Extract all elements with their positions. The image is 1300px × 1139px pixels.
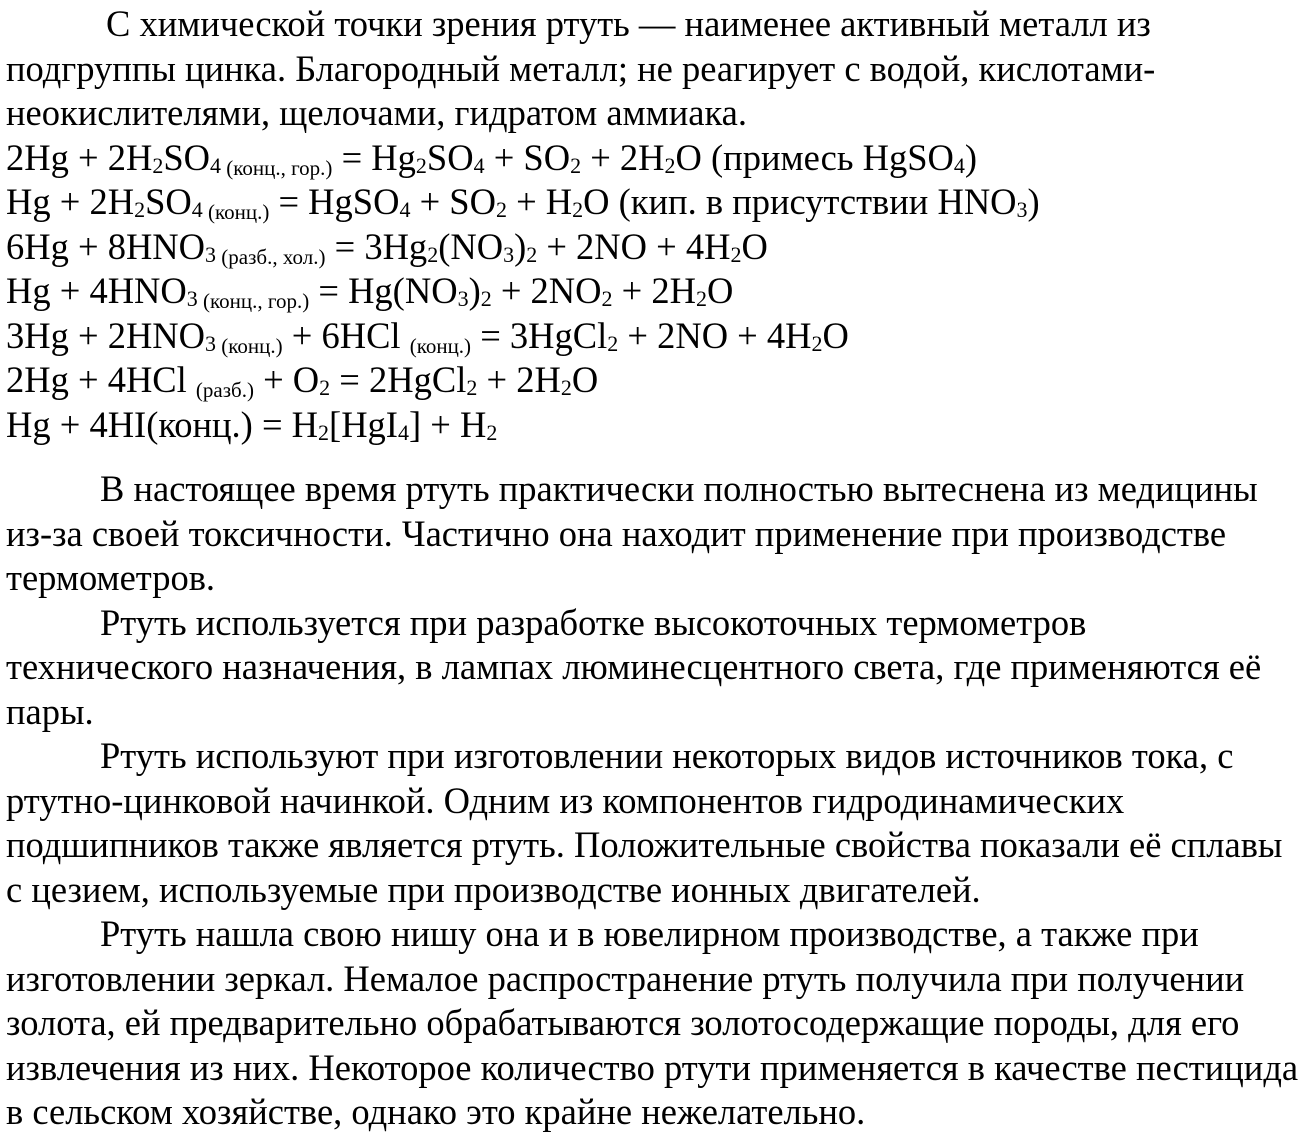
paragraph-thermometers-text: Ртуть используется при разработке высокоточных термометров технического назначения, в лампах люминесцентного света, где применяются её пары. xyxy=(6,601,1262,732)
equation-text: 2Hg + 4HCl xyxy=(6,359,196,400)
reaction-equation xyxy=(6,314,1300,359)
reaction-equation xyxy=(6,269,1300,314)
reaction-equation xyxy=(6,225,1300,270)
subscript: 2 xyxy=(480,286,492,311)
equation-text: + H xyxy=(506,181,573,222)
paragraph-thermometers xyxy=(6,601,1300,735)
equation-text: ) xyxy=(468,270,481,311)
subscript: 4 xyxy=(209,152,221,178)
equation-text: + 2H xyxy=(477,359,561,400)
equation-text: + 2H xyxy=(612,270,696,311)
equation-text: = Hg xyxy=(332,136,416,178)
subscript: 3 xyxy=(205,241,217,267)
equation-text: O xyxy=(706,270,734,311)
reaction-equation xyxy=(6,358,1300,403)
subscript: 2 xyxy=(318,419,330,445)
subscript: 2 xyxy=(526,241,538,267)
equation-text: [HgI xyxy=(329,403,398,445)
subscript: 4 xyxy=(397,419,409,445)
section-gap xyxy=(6,447,1300,467)
subscript: 2 xyxy=(572,197,584,222)
equation-text: SO xyxy=(426,136,474,178)
paragraph-intro-text: С химической точки зрения ртуть — наименее активный металл из подгруппы цинка. Благородный металл; не реагирует с водой, кислотами-неокислителями, щелочами, гидратом аммиака. xyxy=(6,3,1156,133)
equation-text: = 2HgCl xyxy=(330,359,467,400)
subscript: 3 xyxy=(205,330,217,356)
equation-text: + 6HCl xyxy=(282,314,410,356)
equation-text: ) xyxy=(1027,181,1040,222)
reaction-condition: (конц., гор.) xyxy=(220,155,333,180)
subscript: 2 xyxy=(152,152,164,178)
subscript: 2 xyxy=(607,330,619,356)
equation-text: + 2NO + 4H xyxy=(537,225,731,267)
equation-text: + SO xyxy=(410,181,496,222)
document-page xyxy=(6,0,1300,1135)
equation-text: (NO xyxy=(438,225,504,267)
equation-text: + 2H xyxy=(581,136,665,178)
equation-text: Hg + 4HI(конц.) = H xyxy=(6,403,319,445)
paragraph-power-sources xyxy=(6,734,1300,912)
subscript: 4 xyxy=(953,152,965,178)
subscript: 3 xyxy=(1016,197,1028,222)
equation-text: + SO xyxy=(484,136,571,178)
reaction-condition: (разб., хол.) xyxy=(216,244,326,269)
reaction-condition: (конц.) xyxy=(409,333,472,358)
equation-text: O xyxy=(571,359,599,400)
subscript: 2 xyxy=(466,375,478,400)
subscript: 4 xyxy=(191,197,203,222)
paragraph-power-sources-text: Ртуть используют при изготовлении некоторых видов источников тока, с ртутно-цинковой начинкой. Одним из компонентов гидродинамических подшипников также является ртуть. Положительные свойства показали её сплавы с цезием, используемые при производстве ионных двигателей. xyxy=(6,735,1283,910)
equation-text: SO xyxy=(145,181,192,222)
paragraph-intro xyxy=(6,2,1300,136)
paragraph-jewelry xyxy=(6,912,1300,1135)
equation-text: + O xyxy=(253,359,320,400)
subscript: 2 xyxy=(415,152,427,178)
subscript: 2 xyxy=(319,375,331,400)
reaction-condition: (конц., гор.) xyxy=(197,289,310,313)
equation-text: ) xyxy=(964,136,978,178)
equation-text: 2Hg + 2H xyxy=(6,136,153,178)
reaction-condition: (конц.) xyxy=(216,333,283,358)
subscript: 4 xyxy=(399,197,411,222)
equation-text: + 2NO + 4H xyxy=(618,314,812,356)
equation-text: = Hg(NO xyxy=(309,270,458,311)
reaction-condition: (конц.) xyxy=(202,200,270,224)
subscript: 2 xyxy=(427,241,439,267)
equation-text: = 3Hg xyxy=(325,225,428,267)
equation-text: SO xyxy=(163,136,210,178)
paragraph-medicine-text: В настоящее время ртуть практически полностью вытеснена из медицины из-за своей токсичности. Частично она находит применение при производстве термометров. xyxy=(6,468,1258,598)
equation-text: 6Hg + 8HNO xyxy=(6,225,206,267)
equation-text: Hg + 2H xyxy=(6,181,135,222)
equation-text: 3Hg + 2HNO xyxy=(6,314,206,356)
subscript: 2 xyxy=(695,286,707,311)
equation-text: Hg + 4HNO xyxy=(6,270,187,311)
reaction-equations-list xyxy=(6,136,1300,448)
reaction-equation xyxy=(6,403,1300,448)
subscript: 2 xyxy=(495,197,507,222)
equation-text: ] + H xyxy=(408,403,487,445)
subscript: 2 xyxy=(730,241,742,267)
equation-text: = 3HgCl xyxy=(471,314,608,356)
subscript: 2 xyxy=(486,419,498,445)
subscript: 2 xyxy=(601,286,613,311)
subscript: 3 xyxy=(186,286,198,311)
subscript: 4 xyxy=(473,152,485,178)
subscript: 3 xyxy=(503,241,515,267)
reaction-condition: (разб.) xyxy=(195,378,254,402)
subscript: 2 xyxy=(664,152,676,178)
reaction-equation xyxy=(6,136,1300,181)
equation-text: O (кип. в присутствии HNO xyxy=(583,181,1017,222)
equation-text: + 2NO xyxy=(491,270,602,311)
equation-text: = HgSO xyxy=(269,181,400,222)
reaction-equation xyxy=(6,180,1300,225)
subscript: 3 xyxy=(457,286,469,311)
equation-text: O (примесь HgSO xyxy=(675,136,954,178)
subscript: 2 xyxy=(811,330,823,356)
subscript: 2 xyxy=(570,152,582,178)
equation-text: O xyxy=(822,314,849,356)
equation-text: O xyxy=(741,225,768,267)
paragraph-medicine xyxy=(6,467,1300,601)
subscript: 2 xyxy=(134,197,146,222)
paragraph-jewelry-text: Ртуть нашла свою нишу она и в ювелирном производстве, а также при изготовлении зеркал. Немалое распространение ртуть получила при получении золота, ей предварительно обрабатываются золотосодержащие породы, для его извлечения из них. Некоторое количество ртути применяется в качестве пестицида в сельском хозяйстве, однако это крайне нежелательно. xyxy=(6,913,1299,1132)
equation-text: ) xyxy=(514,225,527,267)
subscript: 2 xyxy=(560,375,572,400)
